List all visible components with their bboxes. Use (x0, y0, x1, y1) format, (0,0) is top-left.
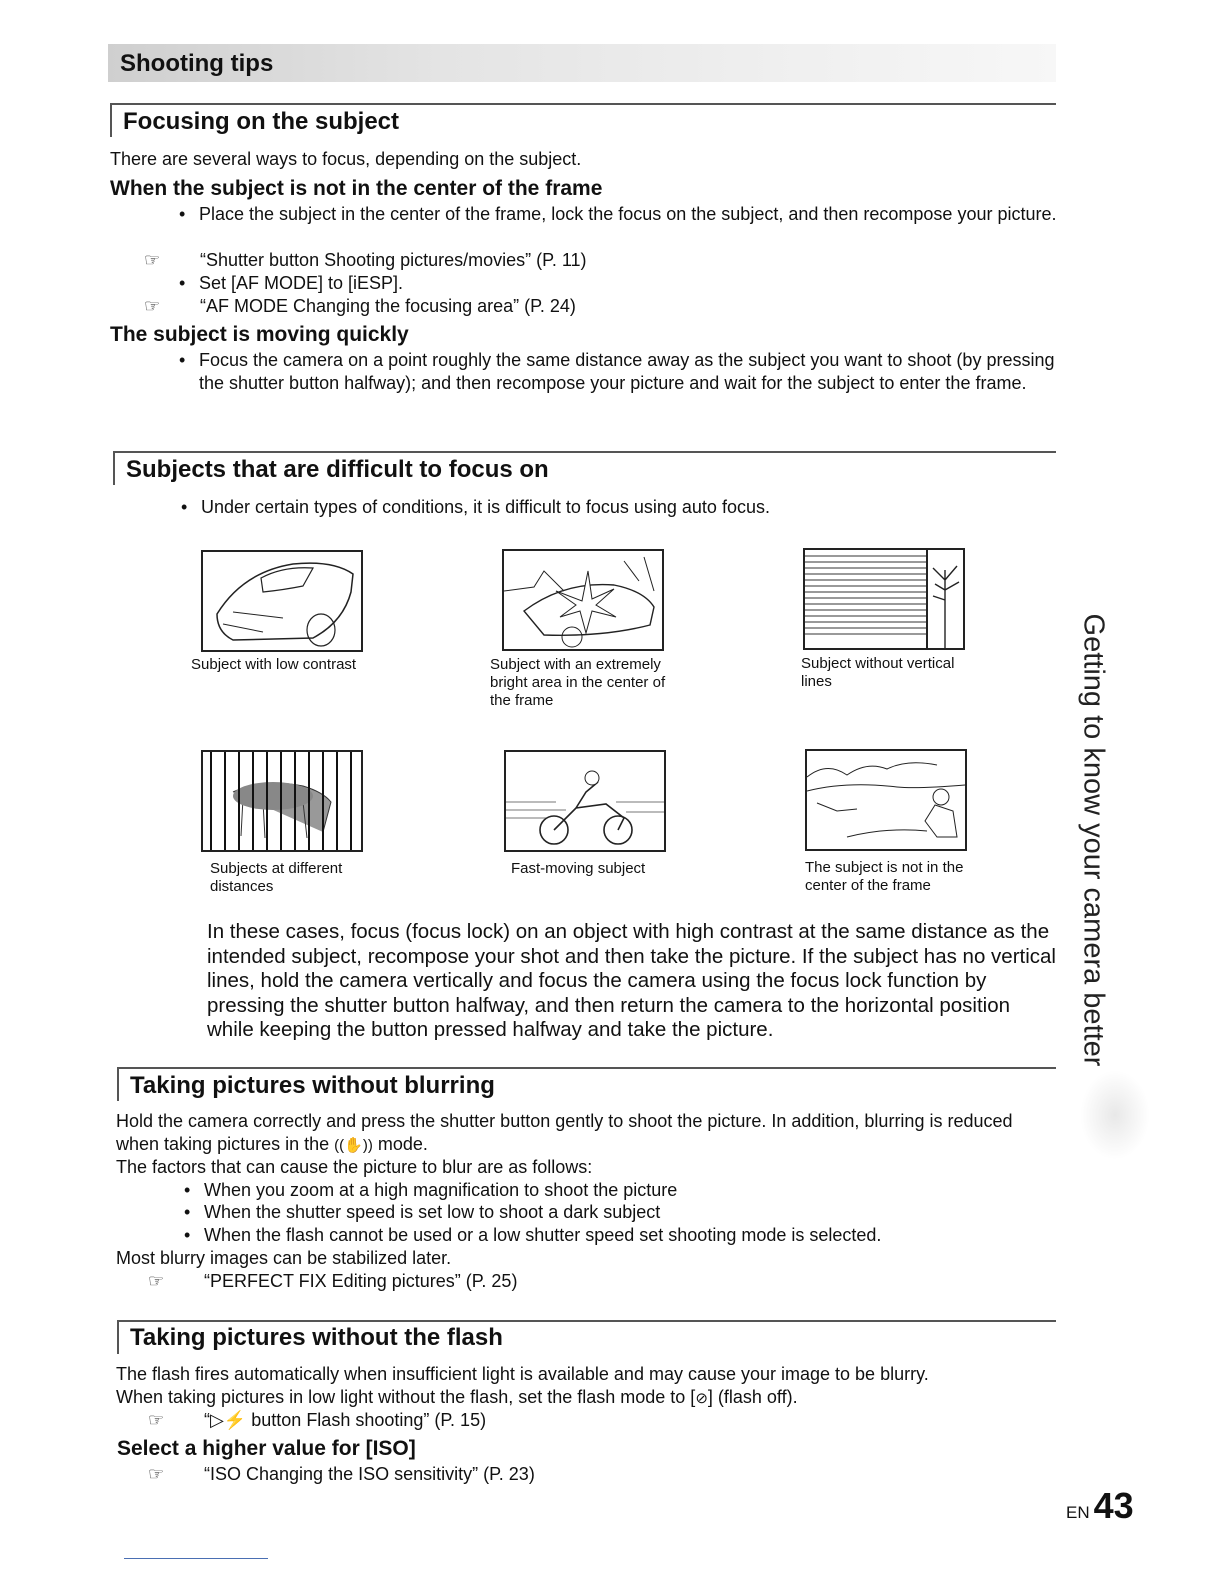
list-item: • Place the subject in the center of the frame, lock the focus on the subject, and then recompose your picture. (179, 204, 1057, 224)
section-rule (117, 1320, 1056, 1322)
section-rule-tick (110, 103, 112, 137)
blurring-factors-intro: The factors that can cause the picture to blur are as follows: (116, 1157, 593, 1177)
bright-car-illustration (504, 551, 662, 649)
section-rule-tick (117, 1067, 119, 1101)
chapter-sidebar (1068, 613, 1118, 1067)
list-item: • When the flash cannot be used or a low shutter speed set shooting mode is selected. (184, 1225, 882, 1245)
stabilize-note: Most blurry images can be stabilized later. (116, 1248, 452, 1268)
figure-low-contrast (201, 550, 363, 652)
list-item: • Focus the camera on a point roughly the same distance away as the subject you want to shoot (by pressing the shutter button halfway); and then recompose your picture and wait for the subject to enter the frame. (179, 350, 1055, 393)
flash-off-paragraph: When taking pictures in low light without the flash, set the flash mode to [⊘] (flash off). (116, 1387, 798, 1407)
figure-no-vertical-lines (803, 548, 965, 650)
page-number: EN 43 (1066, 1485, 1134, 1526)
focusing-intro: There are several ways to focus, depending on the subject. (110, 149, 582, 169)
bullet-icon: • (184, 1202, 191, 1222)
subheading-not-center: When the subject is not in the center of the frame (110, 177, 603, 200)
section-title-blurring: Taking pictures without blurring (130, 1072, 495, 1099)
tiger-cage-illustration (203, 752, 361, 850)
chapter-label: Getting to know your camera better (1077, 613, 1110, 1067)
figure-caption: Subject with low contrast (191, 656, 357, 673)
section-rule-tick (113, 451, 115, 485)
footer-line (124, 1558, 268, 1559)
page-title: Shooting tips (120, 50, 274, 77)
car-illustration (203, 552, 361, 650)
section-title-difficult: Subjects that are difficult to focus on (126, 456, 549, 483)
figure-caption: Fast-moving subject (511, 860, 646, 877)
subheading-iso: Select a higher value for [ISO] (117, 1437, 416, 1460)
bullet-icon: • (181, 497, 188, 517)
figure-caption: Subjects at different distances (210, 860, 343, 895)
figure-caption: Subject without vertical lines (801, 655, 955, 690)
figure-caption: Subject with an extremely bright area in the center of the frame (490, 656, 666, 709)
figure-off-center (805, 749, 967, 851)
bullet-icon: • (179, 273, 186, 293)
section-rule (113, 451, 1056, 453)
pointing-hand-icon: ☞ (148, 1271, 165, 1291)
seated-person-illustration (807, 751, 965, 849)
subheading-moving: The subject is moving quickly (110, 323, 409, 346)
bullet-icon: • (179, 204, 186, 224)
pointing-hand-icon: ☞ (148, 1464, 165, 1484)
flash-paragraph: The flash fires automatically when insufficient light is available and may cause your image to be blurry. (116, 1364, 929, 1384)
play-flash-button-icon: ▷⚡ (210, 1410, 247, 1430)
thumb-tab-shade (1080, 1070, 1150, 1160)
reference-link[interactable]: ☞ “▷⚡ button Flash shooting” (P. 15) (148, 1410, 487, 1430)
figure-bright-center (502, 549, 664, 651)
figure-different-distances (201, 750, 363, 852)
section-title-focusing: Focusing on the subject (123, 108, 400, 135)
list-item: • When you zoom at a high magnification to shoot the picture (184, 1180, 678, 1200)
figure-caption: The subject is not in the center of the frame (805, 859, 964, 894)
bullet-icon: • (179, 350, 186, 370)
list-item: • When the shutter speed is set low to shoot a dark subject (184, 1202, 661, 1222)
horizontal-lines-illustration (805, 550, 963, 648)
reference-link[interactable]: ☞ “ISO Changing the ISO sensitivity” (P. 23) (148, 1464, 535, 1484)
reference-link[interactable]: ☞ “AF MODE Changing the focusing area” (P. 24) (144, 296, 576, 316)
flash-off-icon: ⊘ (695, 1390, 708, 1407)
blurring-paragraph: Hold the camera correctly and press the shutter button gently to shoot the picture. In addition, blurring is reduced when taking pictures in the ((✋)) mode. (116, 1111, 1013, 1154)
pointing-hand-icon: ☞ (148, 1410, 165, 1430)
motorcycle-illustration (506, 752, 664, 850)
focus-lock-paragraph: In these cases, focus (focus lock) on an object with high contrast at the same distance as the intended subject, recompose your shot and then take the picture. If the subject has no vertical lines, hold the camera vertically and focus the camera using the focus lock function by pressing the shutter button halfway, and then return the camera to the horizontal position while keeping the button pressed halfway and take the picture. (207, 920, 1056, 1041)
reference-link[interactable]: ☞ “Shutter button Shooting pictures/movies” (P. 11) (144, 250, 587, 270)
pointing-hand-icon: ☞ (144, 250, 161, 270)
section-rule (110, 103, 1056, 105)
section-rule-tick (117, 1320, 119, 1354)
figure-fast-moving (504, 750, 666, 852)
bullet-icon: • (184, 1180, 191, 1200)
list-item: • Set [AF MODE] to [iESP]. (179, 273, 404, 293)
reference-link[interactable]: ☞ “PERFECT FIX Editing pictures” (P. 25) (148, 1271, 518, 1291)
bullet-icon: • (184, 1225, 191, 1245)
anti-shake-mode-icon: ((✋)) (334, 1137, 373, 1154)
section-title-flash: Taking pictures without the flash (130, 1324, 503, 1351)
section-rule (117, 1067, 1056, 1069)
list-item: • Under certain types of conditions, it is difficult to focus using auto focus. (181, 497, 770, 517)
pointing-hand-icon: ☞ (144, 296, 161, 316)
